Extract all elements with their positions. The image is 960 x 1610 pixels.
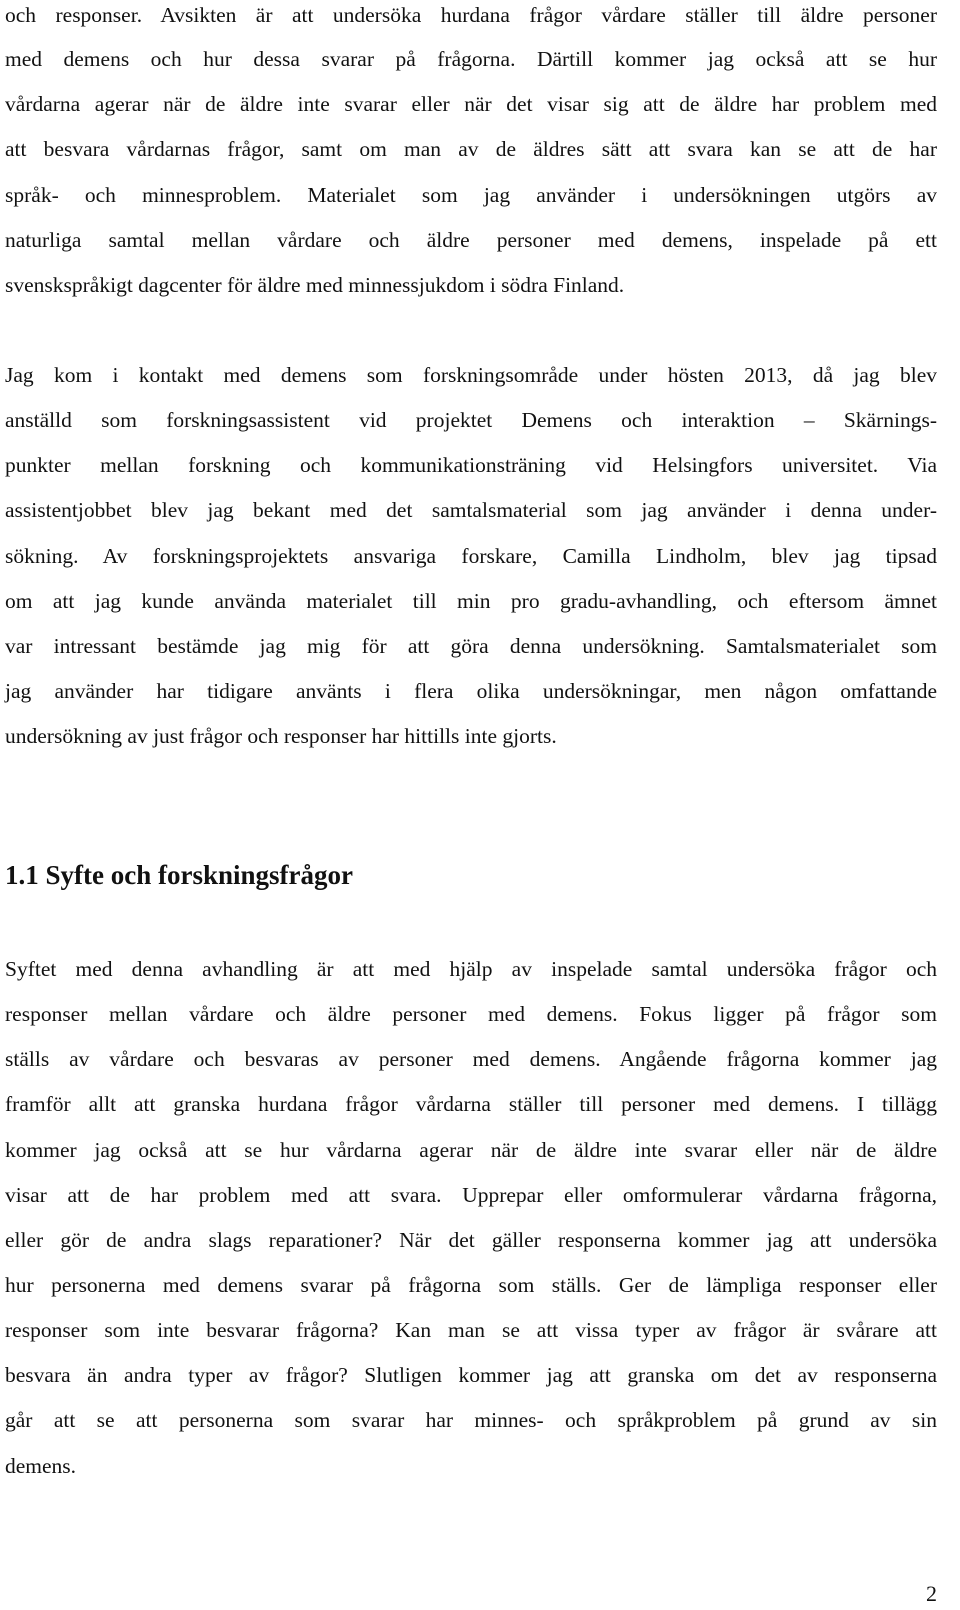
text-line: visar att de har problem med att svara. Upprepar eller omformulerar vårdarna frågorna,	[5, 1183, 937, 1207]
page-number: 2	[926, 1581, 937, 1606]
text-line: responser mellan vårdare och äldre personer med demens. Fokus ligger på frågor som	[5, 1002, 937, 1026]
text-line: språk- och minnesproblem. Materialet som jag använder i undersökningen utgörs av	[5, 183, 937, 207]
text-line: vårdarna agerar när de äldre inte svarar eller när det visar sig att de äldre har problem med	[5, 92, 937, 116]
text-line: punkter mellan forskning och kommunikationsträning vid Helsingfors universitet. Via	[5, 453, 937, 477]
text-line: sökning. Av forskningsprojektets ansvariga forskare, Camilla Lindholm, blev jag tipsad	[5, 544, 937, 568]
text-line: går att se att personerna som svarar har minnes- och språkproblem på grund av sin	[5, 1408, 937, 1432]
text-line: och responser. Avsikten är att undersöka hurdana frågor vårdare ställer till äldre personer	[5, 3, 937, 27]
section-heading: 1.1 Syfte och forskningsfrågor	[5, 860, 353, 890]
text-line: kommer jag också att se hur vårdarna agerar när de äldre inte svarar eller när de äldre	[5, 1138, 937, 1162]
text-line: naturliga samtal mellan vårdare och äldre personer med demens, inspelade på ett	[5, 228, 937, 252]
text-line: ställs av vårdare och besvaras av personer med demens. Angående frågorna kommer jag	[5, 1047, 937, 1071]
text-line: svenskspråkigt dagcenter för äldre med minnessjukdom i södra Finland.	[5, 273, 625, 297]
text-line: om att jag kunde använda materialet till min pro gradu-avhandling, och eftersom ämnet	[5, 589, 937, 613]
text-line: anställd som forskningsassistent vid projektet Demens och interaktion – Skärnings-	[5, 408, 937, 432]
text-line: responser som inte besvarar frågorna? Kan man se att vissa typer av frågor är svårare att	[5, 1318, 937, 1342]
text-line: besvara än andra typer av frågor? Slutligen kommer jag att granska om det av responserna	[5, 1363, 937, 1387]
text-line: var intressant bestämde jag mig för att göra denna undersökning. Samtalsmaterialet som	[5, 634, 937, 658]
text-line: att besvara vårdarnas frågor, samt om man av de äldres sätt att svara kan se att de har	[5, 137, 937, 161]
text-line: med demens och hur dessa svarar på frågorna. Därtill kommer jag också att se hur	[5, 47, 937, 71]
text-line: Jag kom i kontakt med demens som forskningsområde under hösten 2013, då jag blev	[5, 363, 937, 387]
text-line: eller gör de andra slags reparationer? När det gäller responserna kommer jag att undersöka	[5, 1228, 937, 1252]
text-line: demens.	[5, 1454, 77, 1478]
text-line: assistentjobbet blev jag bekant med det samtalsmaterial som jag använder i denna under-	[5, 498, 937, 522]
text-line: Syftet med denna avhandling är att med hjälp av inspelade samtal undersöka frågor och	[5, 957, 937, 981]
text-line: hur personerna med demens svarar på frågorna som ställs. Ger de lämpliga responser eller	[5, 1273, 937, 1297]
text-line: framför allt att granska hurdana frågor vårdarna ställer till personer med demens. I tillägg	[5, 1092, 937, 1116]
text-line: jag använder har tidigare använts i flera olika undersökningar, men någon omfattande	[5, 679, 937, 703]
text-line: undersökning av just frågor och responser har hittills inte gjorts.	[5, 724, 557, 748]
